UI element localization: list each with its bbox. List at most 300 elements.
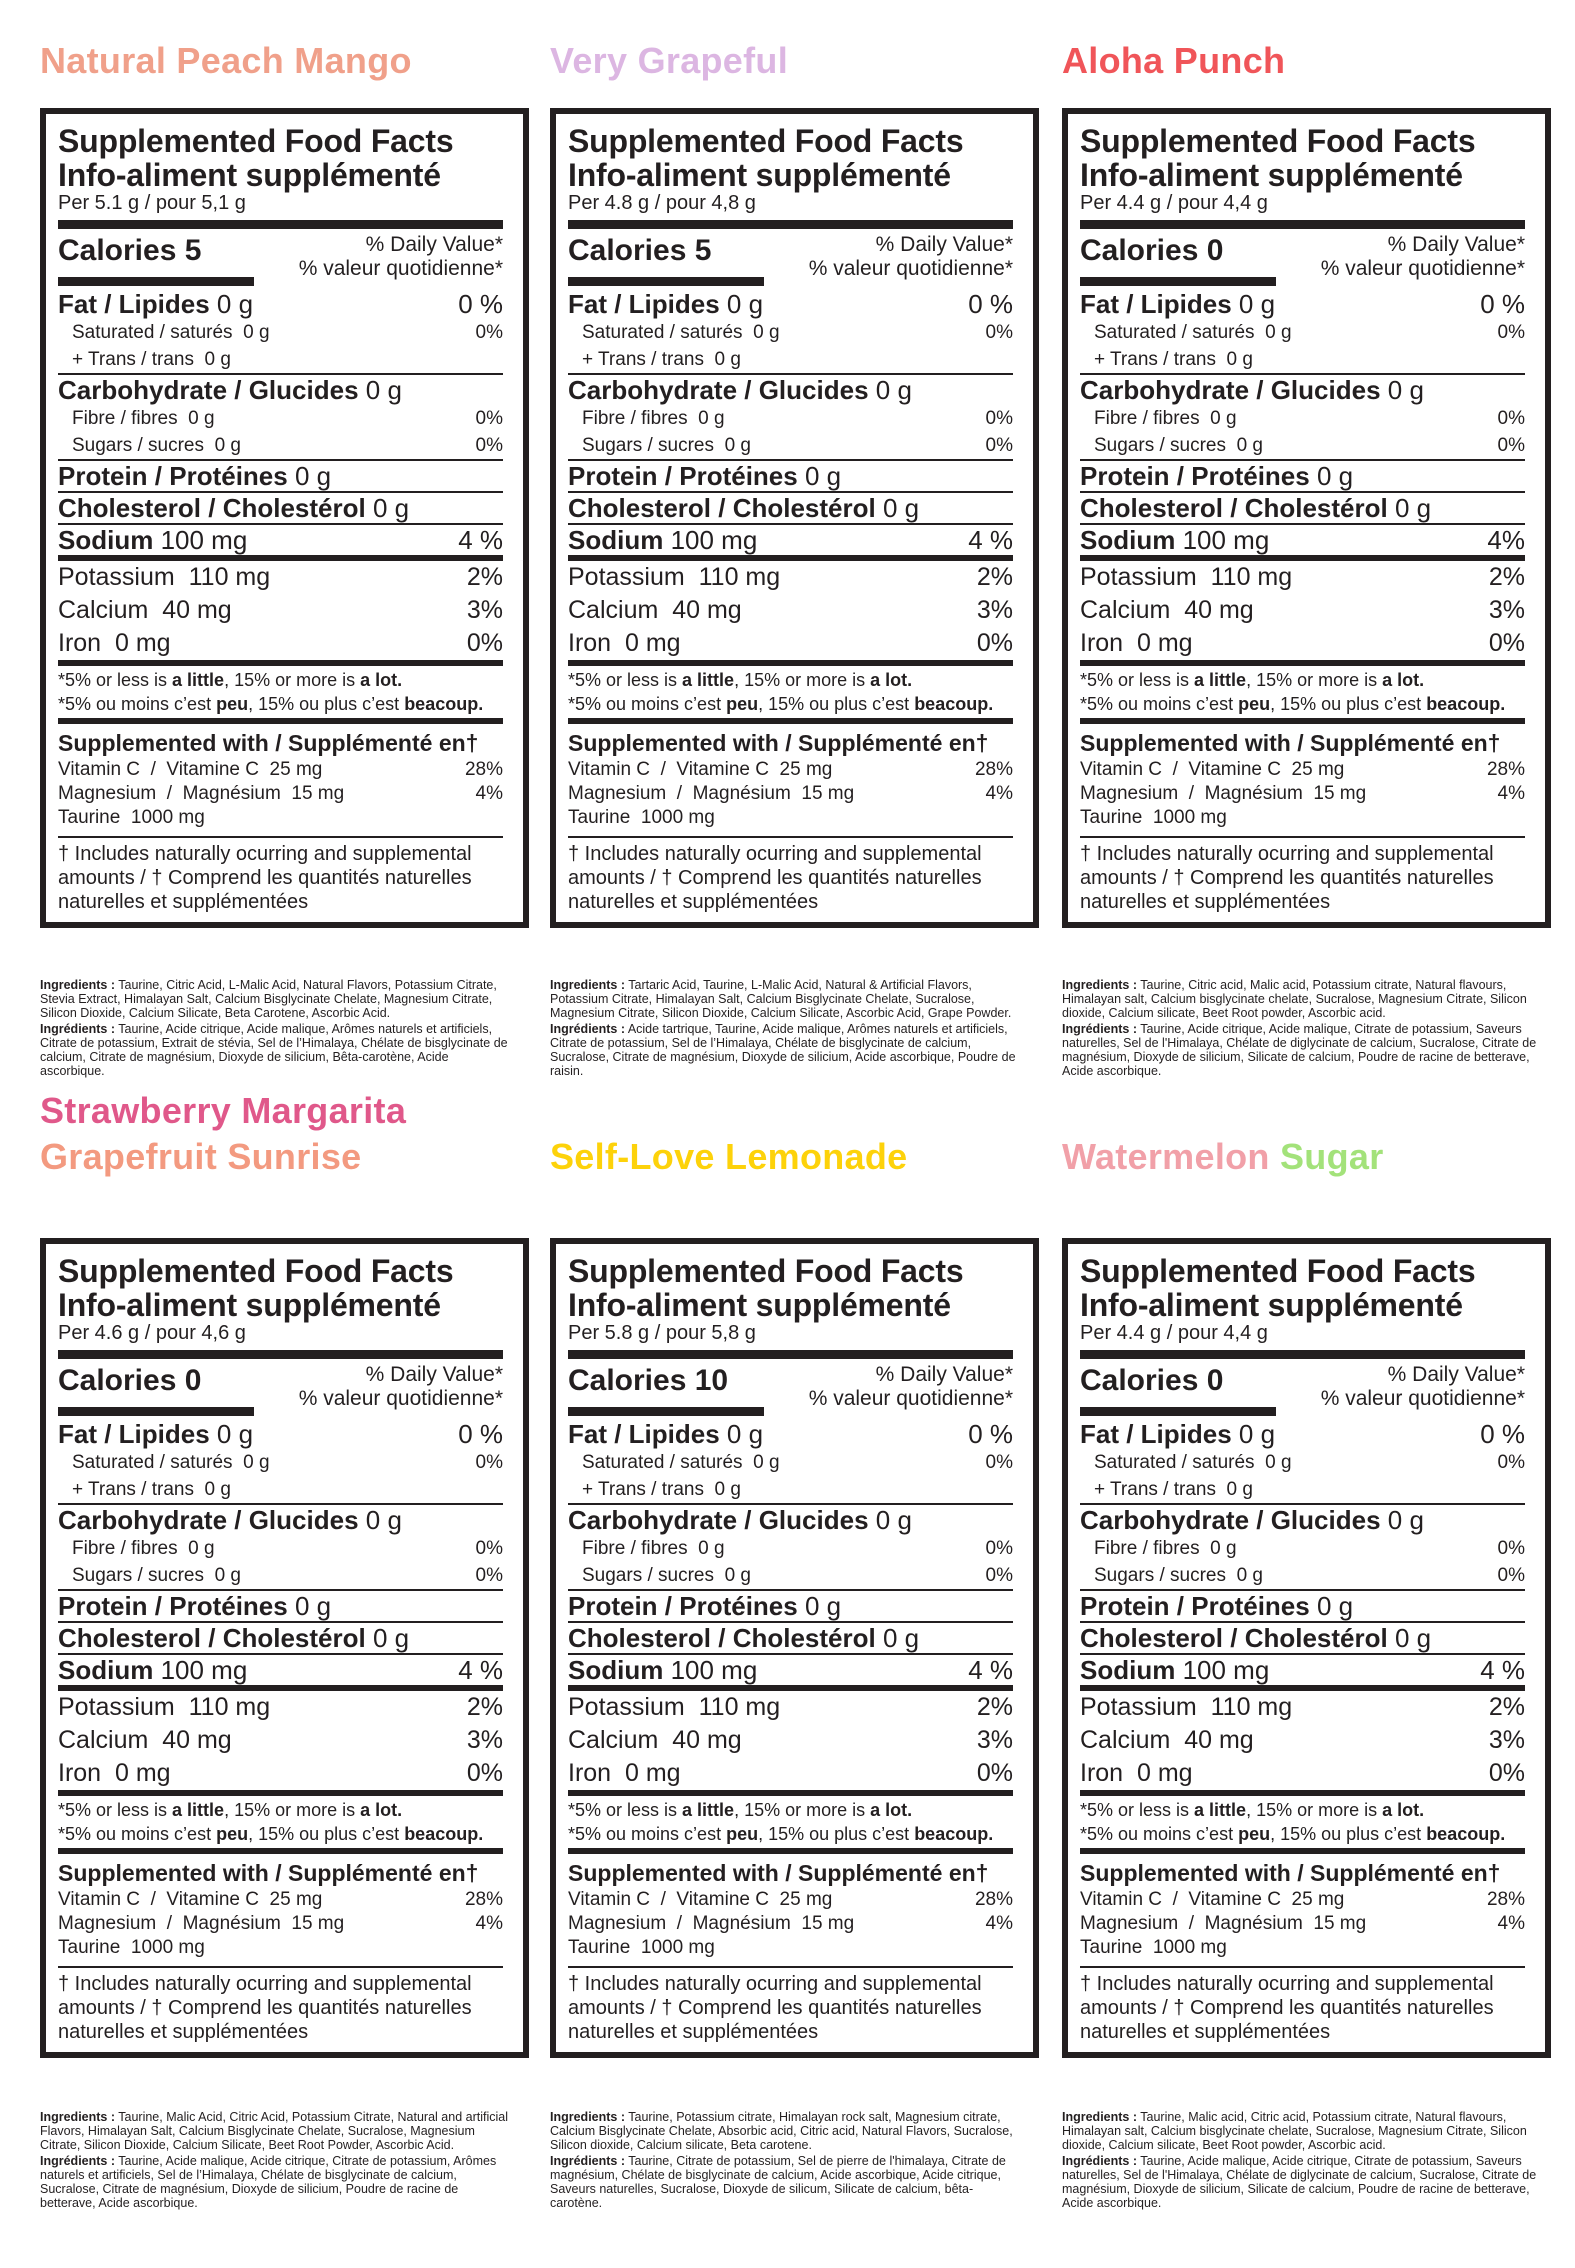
footnote-en: *5% or less is a little, 15% or more is a lot.: [1080, 670, 1425, 690]
footnote-fr: *5% ou moins c’est peu, 15% ou plus c’est beacoup.: [1080, 694, 1506, 714]
saturated-label: Saturated / saturés: [72, 322, 233, 343]
sugars-dv: 0%: [475, 435, 503, 456]
iron-amount: 0 mg: [625, 1759, 681, 1787]
vitamin-c-row: [58, 758, 503, 782]
supplement-note: † Includes naturally ocurring and supplemental amounts / † Comprend les quantités naturelles naturelles et supplémentées: [58, 843, 472, 913]
carb-label: Carbohydrate / Glucides: [1080, 375, 1381, 405]
iron-label: Iron: [58, 629, 102, 657]
cholesterol-amount: 0 g: [1394, 1623, 1432, 1653]
trans-amount: 0 g: [714, 1479, 741, 1500]
trans-row: [1080, 346, 1525, 373]
fibre-dv: 0%: [1497, 1538, 1525, 1559]
calcium-dv: 3%: [1488, 596, 1525, 624]
magnesium-label: Magnesium / Magnésium 15 mg: [568, 1913, 855, 1934]
iron-row: [1080, 627, 1525, 660]
ingredients-block: [40, 2110, 515, 2212]
saturated-label: Saturated / saturés: [1094, 1452, 1255, 1473]
daily-value-fr: % valeur quotidienne*: [298, 1387, 503, 1410]
saturated-amount: 0 g: [243, 322, 270, 343]
daily-value-header: [299, 233, 503, 281]
taurine-row: [1080, 806, 1525, 830]
cholesterol-amount: 0 g: [882, 1623, 920, 1653]
potassium-amount: 110 mg: [1210, 1693, 1293, 1721]
potassium-row: [568, 1691, 1013, 1724]
flavor-title: [40, 38, 412, 84]
calcium-dv: 3%: [1488, 1726, 1525, 1754]
vitamin-c-dv: 28%: [1486, 759, 1525, 780]
protein-label: Protein / Protéines: [1080, 1591, 1310, 1621]
cholesterol-row: [568, 1623, 1013, 1653]
fat-dv: 0 %: [458, 289, 503, 319]
cholesterol-label: Cholesterol / Cholestérol: [58, 1623, 366, 1653]
fibre-label: Fibre / fibres: [72, 1538, 178, 1559]
sugars-amount: 0 g: [214, 1565, 241, 1586]
iron-dv: 0%: [1488, 1759, 1525, 1787]
iron-label: Iron: [1080, 629, 1124, 657]
daily-value-fr: % valeur quotidienne*: [1320, 1387, 1525, 1410]
magnesium-dv: 4%: [475, 1913, 503, 1934]
carbohydrate-row: [1080, 375, 1525, 405]
sodium-label: Sodium: [568, 525, 664, 555]
protein-row: [568, 1591, 1013, 1621]
trans-label: + Trans / trans: [582, 349, 704, 370]
divider: [1080, 718, 1525, 724]
saturated-amount: 0 g: [243, 1452, 270, 1473]
daily-value-en: % Daily Value*: [365, 233, 503, 256]
taurine-label: Taurine 1000 mg: [58, 1937, 205, 1958]
iron-dv: 0%: [466, 629, 503, 657]
calories-row: [58, 229, 503, 289]
taurine-label: Taurine 1000 mg: [568, 1937, 715, 1958]
sodium-row: [568, 525, 1013, 555]
fat-amount: 0 g: [1238, 289, 1276, 319]
sugars-label: Sugars / sucres: [582, 435, 714, 456]
carbohydrate-row: [58, 1505, 503, 1535]
potassium-amount: 110 mg: [188, 1693, 271, 1721]
cholesterol-label: Cholesterol / Cholestérol: [568, 493, 876, 523]
fat-dv: 0 %: [968, 1419, 1013, 1449]
calcium-amount: 40 mg: [672, 596, 742, 624]
potassium-row: [1080, 1691, 1525, 1724]
vitamin-c-row: [568, 1888, 1013, 1912]
calcium-row: [1080, 1724, 1525, 1757]
magnesium-label: Magnesium / Magnésium 15 mg: [568, 783, 855, 804]
fibre-row: [568, 405, 1013, 432]
divider: [1080, 1407, 1276, 1416]
protein-label: Protein / Protéines: [568, 461, 798, 491]
sugars-amount: 0 g: [724, 1565, 751, 1586]
trans-label: + Trans / trans: [1094, 349, 1216, 370]
taurine-label: Taurine 1000 mg: [568, 807, 715, 828]
trans-label: + Trans / trans: [1094, 1479, 1216, 1500]
potassium-row: [568, 561, 1013, 594]
sugars-amount: 0 g: [1236, 435, 1263, 456]
saturated-dv: 0%: [1497, 322, 1525, 343]
protein-amount: 0 g: [804, 1591, 842, 1621]
carb-label: Carbohydrate / Glucides: [58, 375, 359, 405]
serving-size: Per 4.6 g / pour 4,6 g: [58, 1322, 246, 1344]
sodium-dv: 4 %: [458, 1655, 503, 1685]
ingredients-en: Ingredients : Taurine, Citric Acid, L-Malic Acid, Natural Flavors, Potassium Citrate, Stevia Extract, Himalayan Salt, Calcium Bisglycinate Chelate, Magnesium Citrate, Silicon Dioxide, Calcium Silicate, Beta Carotene, Ascorbic Acid.: [40, 978, 497, 1020]
fat-label: Fat / Lipides: [568, 1419, 720, 1449]
iron-dv: 0%: [976, 1759, 1013, 1787]
facts-heading-en: Supplemented Food Facts: [1080, 123, 1476, 159]
ingredients-en: Ingredients : Taurine, Potassium citrate, Himalayan rock salt, Magnesium citrate, Calcium Bisglycinate Chelate, Absorbic acid, Citric acid, Natural Flavors, Sucralose, Silicon dioxide, Calcium silicate, Beta carotene.: [550, 2110, 1013, 2152]
sugars-row: [58, 1562, 503, 1589]
calcium-dv: 3%: [466, 596, 503, 624]
carb-amount: 0 g: [365, 1505, 402, 1535]
sugars-dv: 0%: [985, 1565, 1013, 1586]
serving-size: Per 5.8 g / pour 5,8 g: [568, 1322, 756, 1344]
fibre-row: [58, 405, 503, 432]
carbohydrate-row: [58, 375, 503, 405]
saturated-label: Saturated / saturés: [582, 322, 743, 343]
facts-heading-fr: Info-aliment supplémenté: [568, 1287, 951, 1323]
fibre-row: [1080, 405, 1525, 432]
sugars-row: [58, 432, 503, 459]
calcium-dv: 3%: [466, 1726, 503, 1754]
potassium-label: Potassium: [568, 1693, 685, 1721]
calcium-row: [58, 594, 503, 627]
ingredients-fr: Ingrédients : Taurine, Acide malique, Acide citrique, Citrate de potassium, Arômes naturels et artificiels, Sel de l’Himalaya, Chélate de bisglycinate de calcium, Sucralose, Citrate de magnésium, Dioxyde de silicium, Poudre de racine de betterave, Acide ascorbique.: [40, 2154, 497, 2210]
calcium-amount: 40 mg: [672, 1726, 742, 1754]
daily-value-header: [1321, 1363, 1525, 1411]
fat-label: Fat / Lipides: [58, 289, 210, 319]
fibre-row: [568, 1535, 1013, 1562]
divider: [1080, 1848, 1525, 1854]
saturated-row: [1080, 1449, 1525, 1476]
trans-row: [1080, 1476, 1525, 1503]
vitamin-c-label: Vitamin C / Vitamine C 25 mg: [1080, 1889, 1345, 1910]
magnesium-row: [58, 782, 503, 806]
cholesterol-row: [568, 493, 1013, 523]
calories-value: Calories 0: [1080, 234, 1224, 267]
nutrition-facts-box: [1062, 1238, 1551, 2058]
fat-amount: 0 g: [726, 1419, 764, 1449]
supplemented-heading: Supplemented with / Supplémenté en†: [568, 1860, 989, 1886]
carbohydrate-row: [568, 1505, 1013, 1535]
footnote-en: *5% or less is a little, 15% or more is a lot.: [1080, 1800, 1425, 1820]
potassium-amount: 110 mg: [698, 1693, 781, 1721]
protein-amount: 0 g: [1316, 1591, 1354, 1621]
saturated-row: [568, 1449, 1013, 1476]
fibre-row: [58, 1535, 503, 1562]
nutrition-facts-box: [1062, 108, 1551, 928]
sodium-label: Sodium: [1080, 525, 1176, 555]
potassium-row: [58, 561, 503, 594]
fat-label: Fat / Lipides: [1080, 1419, 1232, 1449]
potassium-dv: 2%: [1488, 563, 1525, 591]
divider: [568, 1350, 1013, 1359]
footnote-en: *5% or less is a little, 15% or more is a lot.: [568, 670, 913, 690]
fibre-dv: 0%: [985, 408, 1013, 429]
serving-size: Per 4.4 g / pour 4,4 g: [1080, 192, 1268, 214]
cholesterol-amount: 0 g: [1394, 493, 1432, 523]
sodium-row: [1080, 525, 1525, 555]
facts-heading-en: Supplemented Food Facts: [568, 1253, 964, 1289]
iron-amount: 0 mg: [115, 1759, 171, 1787]
saturated-dv: 0%: [985, 1452, 1013, 1473]
saturated-amount: 0 g: [1265, 1452, 1292, 1473]
trans-row: [568, 346, 1013, 373]
cholesterol-row: [1080, 1623, 1525, 1653]
sodium-amount: 100 mg: [160, 1655, 248, 1685]
sugars-dv: 0%: [985, 435, 1013, 456]
taurine-row: [58, 1936, 503, 1960]
divider: [1080, 277, 1276, 286]
vitamin-c-row: [568, 758, 1013, 782]
calories-value: Calories 5: [58, 234, 202, 267]
divider: [1080, 220, 1525, 229]
vitamin-c-label: Vitamin C / Vitamine C 25 mg: [1080, 759, 1345, 780]
fibre-amount: 0 g: [698, 408, 725, 429]
potassium-dv: 2%: [466, 563, 503, 591]
calories-row: [568, 229, 1013, 289]
iron-amount: 0 mg: [625, 629, 681, 657]
saturated-row: [58, 319, 503, 346]
daily-value-en: % Daily Value*: [875, 233, 1013, 256]
calcium-amount: 40 mg: [1184, 596, 1254, 624]
fibre-amount: 0 g: [1210, 1538, 1237, 1559]
taurine-label: Taurine 1000 mg: [58, 807, 205, 828]
footnote-en: *5% or less is a little, 15% or more is a lot.: [58, 670, 403, 690]
sugars-dv: 0%: [475, 1565, 503, 1586]
sodium-label: Sodium: [58, 1655, 154, 1685]
ingredients-fr: Ingrédients : Taurine, Acide citrique, Acide malique, Citrate de potassium, Saveurs naturelles, Sel de l'Himalaya, Chélate de diglycinate de calcium, Sucralose, Citrate de magnésium, Dioxyde de silicium, Silicate de calcium, Poudre de racine de betterave, Acide ascorbique.: [1062, 1022, 1537, 1078]
trans-amount: 0 g: [1226, 1479, 1253, 1500]
vitamin-c-row: [1080, 758, 1525, 782]
calories-value: Calories 0: [1080, 1364, 1224, 1397]
vitamin-c-dv: 28%: [974, 1889, 1013, 1910]
nutrition-facts-box: [40, 108, 529, 928]
taurine-row: [568, 806, 1013, 830]
iron-label: Iron: [568, 1759, 612, 1787]
daily-value-header: [809, 1363, 1013, 1411]
magnesium-dv: 4%: [985, 1913, 1013, 1934]
fibre-dv: 0%: [1497, 408, 1525, 429]
fibre-label: Fibre / fibres: [582, 408, 688, 429]
flavor-title-part: Grapefruit Sunrise: [40, 1136, 362, 1177]
footnote-fr: *5% ou moins c’est peu, 15% ou plus c’est beacoup.: [58, 694, 484, 714]
facts-heading-en: Supplemented Food Facts: [1080, 1253, 1476, 1289]
sugars-label: Sugars / sucres: [1094, 435, 1226, 456]
fibre-label: Fibre / fibres: [582, 1538, 688, 1559]
vitamin-c-label: Vitamin C / Vitamine C 25 mg: [568, 759, 833, 780]
protein-label: Protein / Protéines: [1080, 461, 1310, 491]
iron-row: [58, 1757, 503, 1790]
ingredients-en: Ingredients : Tartaric Acid, Taurine, L-Malic Acid, Natural & Artificial Flavors, Potassium Citrate, Himalayan Salt, Calcium Bisglycinate Chelate, Sucralose, Magnesium Citrate, Silicon Dioxide, Calcium Silicate, Ascorbic Acid, Grape Powder.: [550, 978, 1012, 1020]
fibre-amount: 0 g: [1210, 408, 1237, 429]
flavor-title-part: Self-Love Lemonade: [550, 1136, 908, 1177]
cholesterol-label: Cholesterol / Cholestérol: [1080, 493, 1388, 523]
footnote-en: *5% or less is a little, 15% or more is a lot.: [568, 1800, 913, 1820]
protein-row: [568, 461, 1013, 491]
sodium-dv: 4 %: [1480, 1655, 1525, 1685]
magnesium-row: [568, 1912, 1013, 1936]
fat-row: [1080, 1419, 1525, 1449]
footnote-fr: *5% ou moins c’est peu, 15% ou plus c’est beacoup.: [1080, 1824, 1506, 1844]
saturated-label: Saturated / saturés: [1094, 322, 1255, 343]
potassium-dv: 2%: [466, 1693, 503, 1721]
magnesium-label: Magnesium / Magnésium 15 mg: [58, 783, 345, 804]
calcium-dv: 3%: [976, 1726, 1013, 1754]
divider: [58, 220, 503, 229]
fibre-amount: 0 g: [188, 408, 215, 429]
cholesterol-amount: 0 g: [372, 1623, 410, 1653]
iron-amount: 0 mg: [1137, 629, 1193, 657]
daily-value-footnote: [58, 666, 503, 718]
magnesium-dv: 4%: [475, 783, 503, 804]
potassium-label: Potassium: [1080, 563, 1197, 591]
ingredients-block: [550, 2110, 1025, 2212]
calcium-label: Calcium: [1080, 596, 1171, 624]
cholesterol-label: Cholesterol / Cholestérol: [58, 493, 366, 523]
cholesterol-row: [58, 493, 503, 523]
cholesterol-label: Cholesterol / Cholestérol: [1080, 1623, 1388, 1653]
vitamin-c-row: [58, 1888, 503, 1912]
vitamin-c-label: Vitamin C / Vitamine C 25 mg: [58, 1889, 323, 1910]
daily-value-footnote: [568, 1796, 1013, 1848]
daily-value-footnote: [568, 666, 1013, 718]
trans-amount: 0 g: [204, 1479, 231, 1500]
nutrition-facts-box: [40, 1238, 529, 2058]
divider: [568, 1407, 764, 1416]
flavor-title: [550, 38, 788, 84]
daily-value-en: % Daily Value*: [1387, 233, 1525, 256]
protein-row: [1080, 461, 1525, 491]
ingredients-en: Ingredients : Taurine, Malic Acid, Citric Acid, Potassium Citrate, Natural and artificial Flavors, Himalayan Salt, Calcium Bisglycinate Chelate, Sucralose, Magnesium Citrate, Silicon Dioxide, Calcium Silicate, Beet Root Powder, Ascorbic Acid.: [40, 2110, 508, 2152]
iron-label: Iron: [568, 629, 612, 657]
vitamin-c-dv: 28%: [974, 759, 1013, 780]
fat-label: Fat / Lipides: [1080, 289, 1232, 319]
iron-dv: 0%: [976, 629, 1013, 657]
flavor-title: [1062, 38, 1285, 84]
serving-size: Per 4.4 g / pour 4,4 g: [1080, 1322, 1268, 1344]
supplement-note: † Includes naturally ocurring and supplemental amounts / † Comprend les quantités naturelles naturelles et supplémentées: [568, 843, 982, 913]
calories-row: [568, 1359, 1013, 1419]
magnesium-row: [568, 782, 1013, 806]
supplemented-heading: Supplemented with / Supplémenté en†: [58, 730, 479, 756]
saturated-amount: 0 g: [1265, 322, 1292, 343]
vitamin-c-row: [1080, 1888, 1525, 1912]
calcium-row: [568, 1724, 1013, 1757]
calcium-dv: 3%: [976, 596, 1013, 624]
sodium-dv: 4 %: [968, 1655, 1013, 1685]
fat-label: Fat / Lipides: [568, 289, 720, 319]
magnesium-row: [58, 1912, 503, 1936]
calcium-label: Calcium: [58, 1726, 149, 1754]
fat-amount: 0 g: [1238, 1419, 1276, 1449]
iron-row: [568, 627, 1013, 660]
daily-value-footnote: [1080, 1796, 1525, 1848]
magnesium-row: [1080, 782, 1525, 806]
potassium-amount: 110 mg: [1210, 563, 1293, 591]
potassium-label: Potassium: [1080, 1693, 1197, 1721]
daily-value-fr: % valeur quotidienne*: [808, 257, 1013, 280]
sodium-amount: 100 mg: [670, 525, 758, 555]
flavor-title-part: Aloha Punch: [1062, 40, 1286, 81]
fat-dv: 0 %: [968, 289, 1013, 319]
flavor-title-part: Watermelon: [1062, 1136, 1280, 1177]
protein-label: Protein / Protéines: [58, 1591, 288, 1621]
daily-value-header: [299, 1363, 503, 1411]
sugars-dv: 0%: [1497, 435, 1525, 456]
sugars-amount: 0 g: [214, 435, 241, 456]
magnesium-dv: 4%: [1497, 1913, 1525, 1934]
fibre-amount: 0 g: [188, 1538, 215, 1559]
vitamin-c-dv: 28%: [464, 1889, 503, 1910]
carbohydrate-row: [568, 375, 1013, 405]
divider: [58, 277, 254, 286]
protein-amount: 0 g: [294, 461, 332, 491]
supplement-note: † Includes naturally ocurring and supplemental amounts / † Comprend les quantités naturelles naturelles et supplémentées: [58, 1973, 472, 2043]
potassium-label: Potassium: [568, 563, 685, 591]
trans-row: [568, 1476, 1013, 1503]
saturated-dv: 0%: [1497, 1452, 1525, 1473]
fat-dv: 0 %: [1480, 289, 1525, 319]
sodium-amount: 100 mg: [1182, 1655, 1270, 1685]
magnesium-row: [1080, 1912, 1525, 1936]
iron-amount: 0 mg: [1137, 1759, 1193, 1787]
footnote-fr: *5% ou moins c’est peu, 15% ou plus c’est beacoup.: [568, 1824, 994, 1844]
fat-dv: 0 %: [458, 1419, 503, 1449]
sodium-dv: 4 %: [968, 525, 1013, 555]
daily-value-fr: % valeur quotidienne*: [298, 257, 503, 280]
taurine-row: [568, 1936, 1013, 1960]
saturated-row: [1080, 319, 1525, 346]
carb-amount: 0 g: [1387, 375, 1424, 405]
divider: [568, 718, 1013, 724]
divider: [568, 277, 764, 286]
vitamin-c-label: Vitamin C / Vitamine C 25 mg: [58, 759, 323, 780]
facts-heading-fr: Info-aliment supplémenté: [1080, 157, 1463, 193]
cholesterol-label: Cholesterol / Cholestérol: [568, 1623, 876, 1653]
calcium-row: [568, 594, 1013, 627]
calcium-amount: 40 mg: [162, 1726, 232, 1754]
carb-label: Carbohydrate / Glucides: [568, 375, 869, 405]
carbohydrate-row: [1080, 1505, 1525, 1535]
iron-row: [1080, 1757, 1525, 1790]
sodium-row: [58, 525, 503, 555]
daily-value-en: % Daily Value*: [1387, 1363, 1525, 1386]
divider: [58, 1407, 254, 1416]
facts-heading-fr: Info-aliment supplémenté: [568, 157, 951, 193]
vitamin-c-dv: 28%: [1486, 1889, 1525, 1910]
saturated-row: [568, 319, 1013, 346]
flavor-title: [550, 1134, 907, 1180]
trans-row: [58, 346, 503, 373]
ingredients-fr: Ingrédients : Taurine, Acide malique, Acide citrique, Citrate de potassium, Saveurs naturelles, Sel de l'Himalaya, Chélate de diglycinate de calcium, Sucralose, Citrate de magnésium, Dioxyde de silicium, Silicate de calcium, Poudre de racine de betterave, Acide ascorbique.: [1062, 2154, 1537, 2210]
fibre-label: Fibre / fibres: [1094, 1538, 1200, 1559]
magnesium-label: Magnesium / Magnésium 15 mg: [58, 1913, 345, 1934]
nutrition-facts-box: [550, 1238, 1039, 2058]
calcium-label: Calcium: [1080, 1726, 1171, 1754]
trans-label: + Trans / trans: [582, 1479, 704, 1500]
potassium-dv: 2%: [976, 563, 1013, 591]
saturated-dv: 0%: [475, 322, 503, 343]
iron-dv: 0%: [1488, 629, 1525, 657]
carb-label: Carbohydrate / Glucides: [58, 1505, 359, 1535]
protein-amount: 0 g: [1316, 461, 1354, 491]
sugars-amount: 0 g: [724, 435, 751, 456]
calcium-row: [58, 1724, 503, 1757]
supplemented-heading: Supplemented with / Supplémenté en†: [1080, 1860, 1501, 1886]
divider: [58, 1848, 503, 1854]
fibre-dv: 0%: [475, 1538, 503, 1559]
potassium-label: Potassium: [58, 1693, 175, 1721]
trans-label: + Trans / trans: [72, 1479, 194, 1500]
cholesterol-amount: 0 g: [882, 493, 920, 523]
